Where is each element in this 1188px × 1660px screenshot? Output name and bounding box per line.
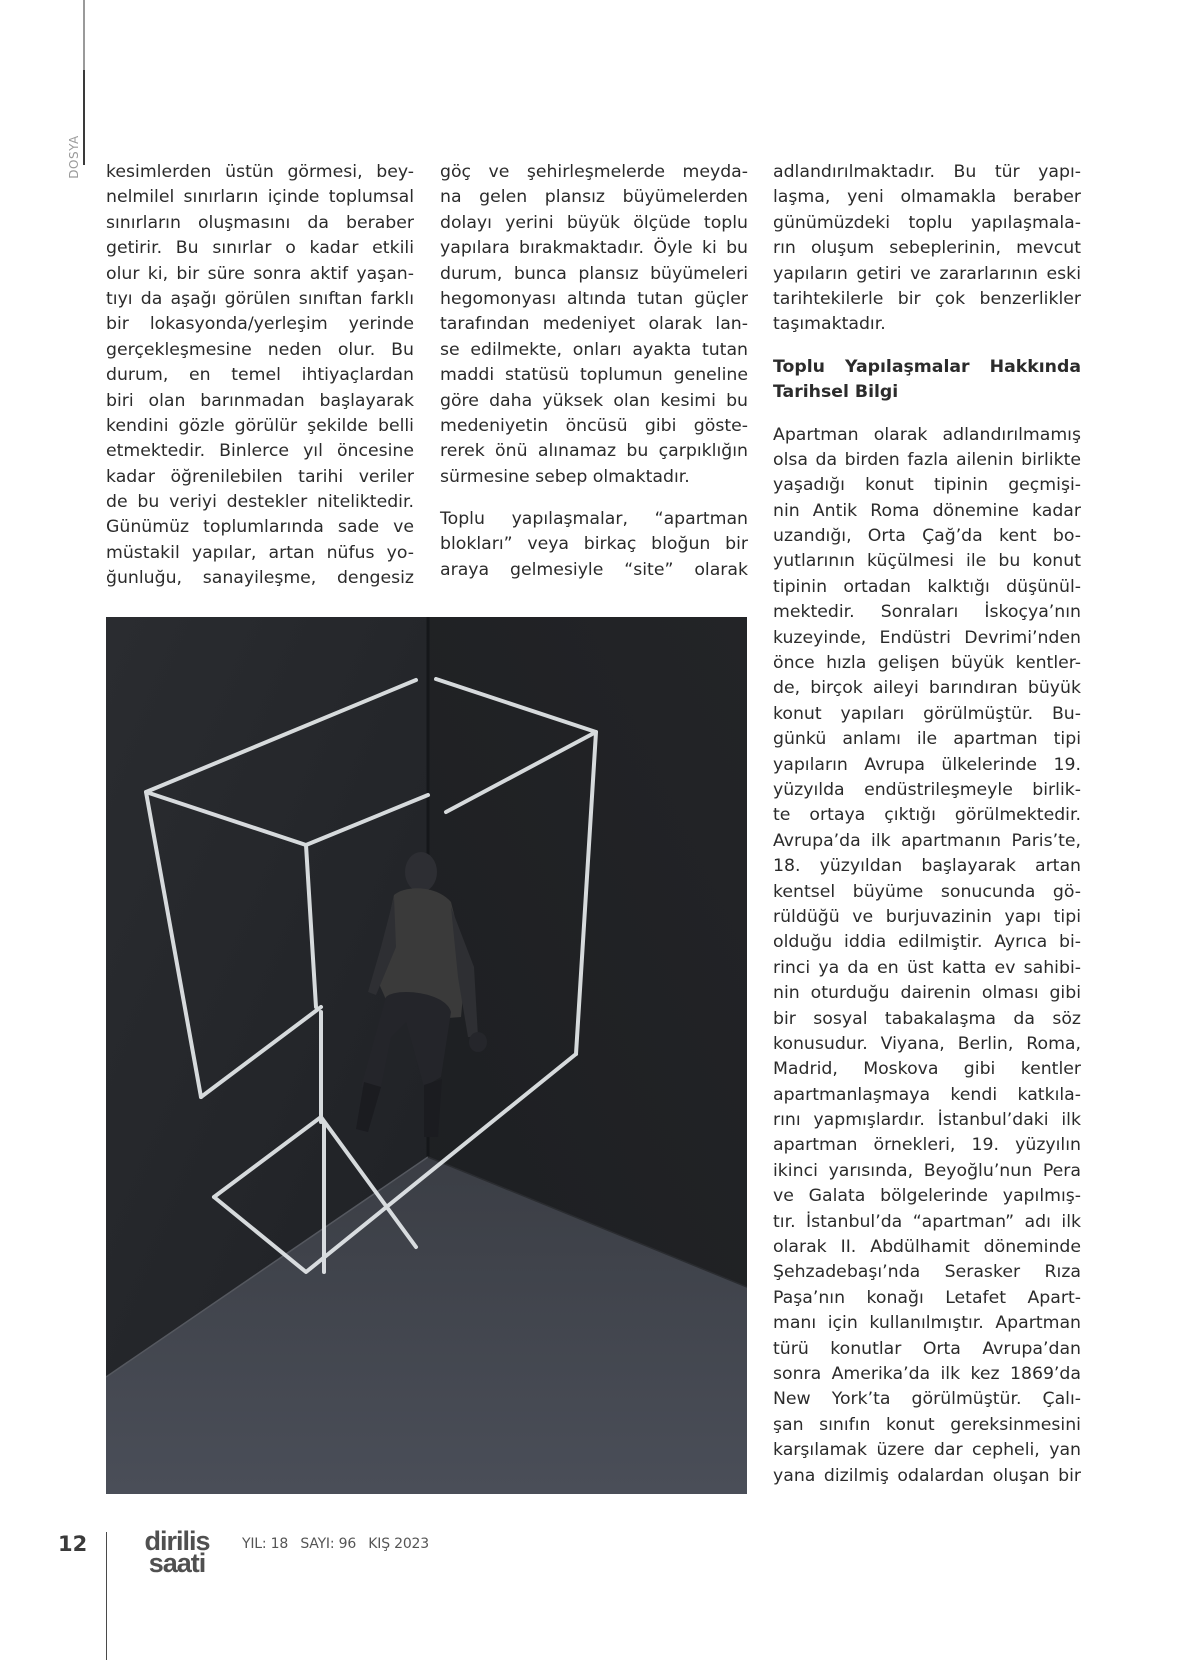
text-column-3 bbox=[773, 160, 1081, 1489]
text-line: yutlarının küçülmesi ile bu konut bbox=[773, 551, 1081, 572]
text-line: sınırların oluşmasını da beraber bbox=[106, 212, 414, 233]
text-line: ikinci yarısında, Beyoğlu’nun Pera bbox=[773, 1160, 1081, 1181]
text-line: kentsel büyüme sonucunda gö- bbox=[773, 881, 1081, 902]
text-line: rerek önü alınamaz bu çarpıklığın bbox=[440, 441, 748, 462]
text-line: sonra Amerika’da ilk kez 1869’da bbox=[773, 1363, 1081, 1384]
text-line: nin oturduğu dairenin olması gibi bbox=[773, 983, 1081, 1004]
text-line: günümüzdeki toplu yapılaşmala- bbox=[773, 212, 1081, 233]
paragraph bbox=[773, 160, 1081, 338]
text-line: göç ve şehirleşmelerde meyda- bbox=[440, 162, 748, 182]
issue-number: SAYI: 96 bbox=[300, 1536, 357, 1552]
text-line: yüzyılda endüstrileşmeyle birlik- bbox=[773, 779, 1081, 800]
text-line: yana dizilmiş odalardan oluşan bir bbox=[773, 1465, 1081, 1486]
logo-line-1: dirilis bbox=[144, 1526, 210, 1556]
footer-rule bbox=[106, 1532, 107, 1660]
text-line: apartman örnekleri, 19. yüzyılın bbox=[773, 1135, 1081, 1156]
text-column-2 bbox=[440, 160, 748, 583]
text-line: Şehzadebaşı’nda Serasker Rıza bbox=[773, 1262, 1081, 1283]
text-line: mektedir. Sonraları İskoçya’nın bbox=[773, 602, 1081, 623]
text-line: müstakil yapılar, artan nüfus yo- bbox=[106, 542, 414, 563]
text-line: yapıların Avrupa ülkelerinde 19. bbox=[773, 754, 1081, 775]
section-marker-rule bbox=[83, 70, 85, 165]
text-line: sürmesine sebep olmaktadır. bbox=[440, 466, 690, 487]
logo-line-2: saati bbox=[148, 1548, 206, 1578]
text-line: göre daha yüksek olan kesimi bu bbox=[440, 390, 748, 411]
text-line: tıyı da aşağı görülen sınıftan farklı bbox=[106, 288, 414, 309]
text-column-1 bbox=[106, 160, 414, 592]
text-line: araya gelmesiyle “site” olarak bbox=[440, 559, 748, 580]
text-line: se edilmekte, onları ayakta tutan bbox=[440, 339, 748, 360]
text-line: yaşadığı konut tipinin geçmişi- bbox=[773, 475, 1081, 496]
text-line: kendini gözle görülür şekilde belli bbox=[106, 415, 414, 436]
text-line: ve Galata bölgelerinde yapılmış- bbox=[773, 1186, 1081, 1207]
paragraph bbox=[440, 507, 748, 583]
text-line: durum, bunca plansız büyümeleri bbox=[440, 263, 748, 284]
magazine-logo bbox=[132, 1526, 222, 1578]
text-line: olarak II. Abdülhamit döneminde bbox=[773, 1237, 1081, 1258]
text-line: türü konutlar Orta Avrupa’dan bbox=[773, 1338, 1081, 1359]
issue-info bbox=[242, 1536, 437, 1552]
text-line: önce hızla gelişen büyük kentler- bbox=[773, 653, 1081, 674]
text-line: Toplu yapılaşmalar, “apartman bbox=[440, 509, 748, 530]
text-line: karşılamak üzere dar cepheli, yan bbox=[773, 1440, 1081, 1461]
text-line: tır. İstanbul’da “apartman” adı ilk bbox=[773, 1211, 1081, 1232]
text-line: dolayı yerini büyük ölçüde toplu bbox=[440, 212, 748, 233]
text-line: uzandığı, Orta Çağ’da kent bo- bbox=[773, 526, 1081, 547]
text-line: ğunluğu, sanayileşme, dengesiz bbox=[106, 568, 414, 589]
text-line: günkü anlamı ile apartman tipi bbox=[773, 729, 1081, 750]
text-line: konusudur. Viyana, Berlin, Roma, bbox=[773, 1033, 1081, 1054]
text-line: gerçekleşmesine neden olur. Bu bbox=[106, 339, 414, 360]
text-line: bir lokasyonda/yerleşim yerinde bbox=[106, 314, 414, 335]
text-line: rın oluşum sebeplerinin, mevcut bbox=[773, 238, 1081, 259]
text-line: Tarihsel Bilgi bbox=[773, 382, 899, 403]
paragraph bbox=[440, 160, 748, 490]
text-line: şan sınıfın konut gereksinmesini bbox=[773, 1414, 1081, 1435]
text-line: Avrupa’da ilk apartmanın Paris’te, bbox=[773, 830, 1081, 851]
text-line: New York’ta görülmüştür. Çalı- bbox=[773, 1389, 1081, 1410]
text-line: biri olan barınmadan başlayarak bbox=[106, 390, 414, 411]
text-line: apartmanlaşmaya kendi katkıla- bbox=[773, 1084, 1081, 1105]
text-line: nelmilel sınırların içinde toplumsal bbox=[106, 187, 414, 208]
text-line: rını yapmışlardır. İstanbul’daki ilk bbox=[773, 1110, 1081, 1131]
issue-season: KIŞ 2023 bbox=[368, 1536, 429, 1552]
text-line: medeniyetin öncüsü gibi göste- bbox=[440, 415, 748, 436]
photo-illustration bbox=[106, 617, 747, 1494]
text-line: Madrid, Moskova gibi kentler bbox=[773, 1059, 1081, 1080]
text-line: kesimlerden üstün görmesi, bey- bbox=[106, 162, 414, 182]
text-line: olsa da birden fazla ailenin birlikte bbox=[773, 449, 1081, 470]
text-line: blokları” veya birkaç bloğun bir bbox=[440, 534, 748, 555]
section-label: DOSYA bbox=[67, 135, 81, 179]
text-line: 18. yüzyıldan başlayarak artan bbox=[773, 856, 1081, 877]
text-line: tarafından medeniyet olarak lan- bbox=[440, 314, 748, 335]
margin-rule-top bbox=[83, 0, 85, 70]
issue-year: YIL: 18 bbox=[242, 1536, 289, 1552]
text-line: laşma, yeni olmamakla beraber bbox=[773, 187, 1081, 208]
text-line: olduğu iddia edilmiştir. Ayrıca bi- bbox=[773, 932, 1081, 953]
text-line: de, birçok aileyi barındıran büyük bbox=[773, 678, 1081, 699]
section-heading bbox=[773, 355, 1081, 406]
text-line: Günümüz toplumlarında sade ve bbox=[106, 517, 414, 538]
text-line: tipinin ortadan kalktığı düşünül- bbox=[773, 576, 1081, 597]
text-line: taşımaktadır. bbox=[773, 314, 886, 335]
text-line: hegomonyası altında tutan güçler bbox=[440, 288, 748, 309]
text-line: yapıların getiri ve zararlarının eski bbox=[773, 263, 1081, 284]
text-line: olur ki, bir süre sonra aktif yaşan- bbox=[106, 263, 414, 284]
text-line: kadar öğrenilebilen tarihi veriler bbox=[106, 466, 414, 487]
text-line: getirir. Bu sınırlar o kadar etkili bbox=[106, 238, 414, 259]
text-line: rinci ya da en üst katta ev sahibi- bbox=[773, 957, 1081, 978]
text-line: kuzeyinde, Endüstri Devrimi’nden bbox=[773, 627, 1081, 648]
text-line: manı için kullanılmıştır. Apartman bbox=[773, 1313, 1081, 1334]
text-line: yapılara bırakmaktadır. Öyle ki bu bbox=[440, 238, 748, 259]
text-line: nin Antik Roma dönemine kadar bbox=[773, 500, 1081, 521]
paragraph bbox=[773, 423, 1081, 1489]
text-line: adlandırılmaktadır. Bu tür yapı- bbox=[773, 162, 1081, 182]
text-line: Toplu Yapılaşmalar Hakkında bbox=[773, 356, 1081, 377]
text-line: etmektedir. Binlerce yıl öncesine bbox=[106, 441, 414, 462]
text-line: de bu veriyi destekler niteliktedir. bbox=[106, 492, 414, 513]
page-number: 12 bbox=[58, 1532, 88, 1556]
text-line: konut yapıları görülmüştür. Bu- bbox=[773, 703, 1081, 724]
text-line: tarihtekilerle bir çok benzerlikler bbox=[773, 288, 1081, 309]
text-line: Paşa’nın konağı Letafet Apart- bbox=[773, 1287, 1081, 1308]
text-line: durum, en temel ihtiyaçlardan bbox=[106, 365, 414, 386]
text-line: te ortaya çıktığı görülmektedir. bbox=[773, 805, 1081, 826]
text-line: maddi statüsü toplumun geneline bbox=[440, 365, 748, 386]
text-line: rüldüğü ve burjuvazinin yapı tipi bbox=[773, 906, 1081, 927]
text-line: bir sosyal tabakalaşma da söz bbox=[773, 1008, 1081, 1029]
text-line: Apartman olarak adlandırılmamış bbox=[773, 424, 1081, 445]
text-line: na gelen plansız büyümelerden bbox=[440, 187, 748, 208]
article-photo bbox=[106, 617, 747, 1494]
